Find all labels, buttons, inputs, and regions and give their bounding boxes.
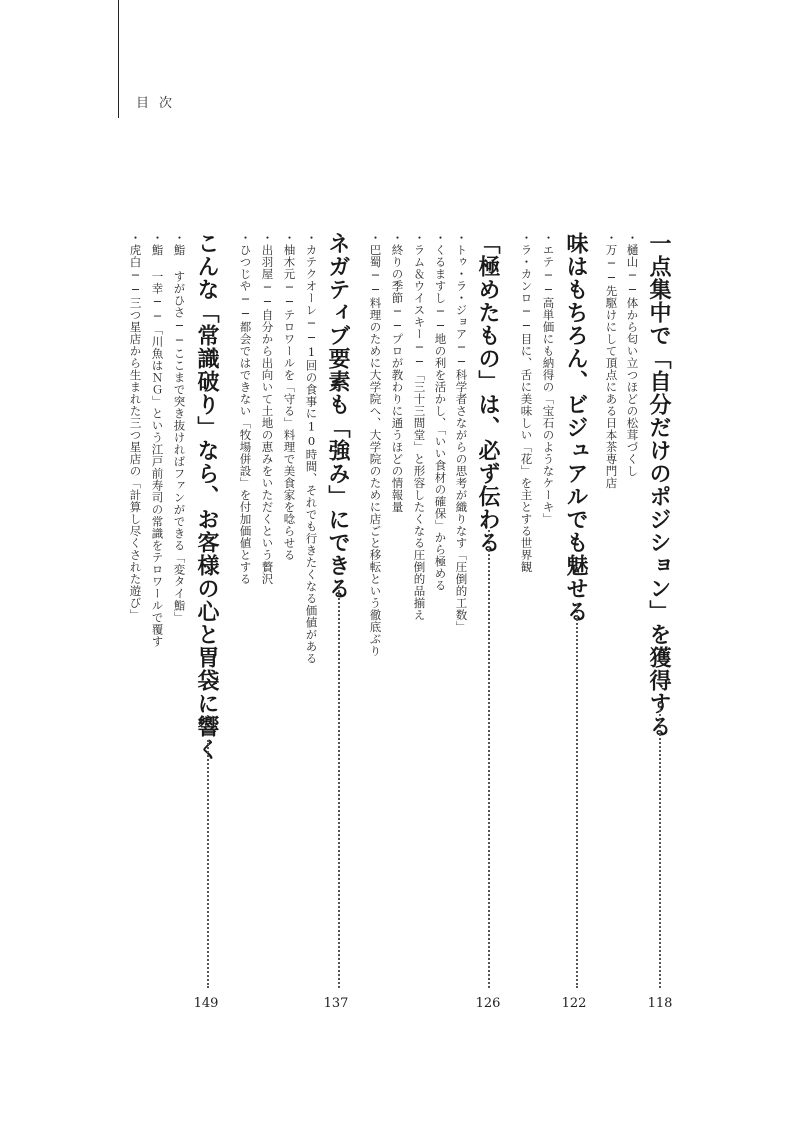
chapter-5-leader: [207, 740, 211, 988]
chapter-4-page: 137: [323, 996, 349, 1011]
chapter-3-item-1: ・トゥ・ラ・ジョア──科学者さながらの思考が織りなす「圧倒的工数」: [454, 232, 469, 633]
chapter-4-item-1: ・カテクオーレ──1回の食事に10時間、それでも行きたくなる価値がある: [304, 232, 319, 665]
chapter-4-item-3: ・出羽屋──自分から出向いて土地の恵みをいただくという贅沢: [260, 232, 275, 585]
chapter-3-item-3: ・ラム＆ウイスキー──「三十三間堂」と形容したくなる圧倒的品揃え: [412, 232, 427, 621]
chapter-5-item-3: ・虎白──三つ星店から生まれた三つ星店の「計算し尽くされた遊び」: [128, 232, 143, 621]
chapter-1-item-1: ・樋山──体から匂い立つほどの松茸づくし: [625, 232, 640, 477]
chapter-5-page: 149: [193, 996, 219, 1011]
chapter-1-title[interactable]: 一点集中で「自分だけのポジション」を獲得する: [646, 232, 672, 738]
chapter-3-title[interactable]: 「極めたもの」は、必ず伝わる: [475, 232, 501, 554]
chapter-4-leader: [338, 586, 342, 988]
chapter-4-item-4: ・ひつじや──都会ではできない「牧場併設」を付加価値とする: [238, 232, 253, 585]
chapter-4-item-2: ・柚木元──テロワールを「守る」料理で美食家を唸らせる: [282, 232, 297, 561]
chapter-3-item-2: ・くるますし──地の利を活かし、「いい食材の確保」から極める: [433, 232, 448, 592]
chapter-2-leader: [576, 604, 580, 988]
chapter-1-item-2: ・万──先駆けにして頂点にある日本茶専門店: [604, 232, 619, 489]
chapter-2-page: 122: [561, 996, 587, 1011]
chapter-1-leader: [659, 702, 663, 988]
chapter-3-leader: [488, 530, 492, 988]
chapter-1-page: 118: [647, 996, 673, 1011]
toc-header-label: 目次: [136, 96, 183, 111]
chapter-2-item-1: ・エテ──高単価にも納得の「宝石のようなケーキ」: [541, 232, 556, 525]
chapter-5-item-1: ・鮨 すがひさ──ここまで突き抜ければファンができる「変タイ鮨」: [172, 232, 187, 624]
chapter-2-title[interactable]: 味はもちろん、ビジュアルでも魅せる: [563, 232, 589, 623]
chapter-5-item-2: ・鮨 一幸──「川魚はＮＧ」という江戸前寿司の常識をテロワールで覆す: [150, 232, 165, 648]
chapter-5-title[interactable]: こんな「常識破り」なら、お客様の心と胃袋に響く: [194, 232, 220, 761]
chapter-4-title[interactable]: ネガティブ要素も「強み」にできる: [325, 232, 351, 600]
chapter-3-item-4: ・終りの季節──プロが教わりに通うほどの情報量: [390, 232, 405, 513]
chapter-3-item-5: ・巴蜀──料理のために大学院へ、大学院のために店ごと移転という徹底ぶり: [368, 232, 383, 657]
header-rule: [118, 0, 119, 118]
chapter-2-item-2: ・ラ・カンロ──目に、舌に美味しい「花」を主とする世界観: [519, 232, 534, 573]
chapter-3-page: 126: [475, 996, 501, 1011]
